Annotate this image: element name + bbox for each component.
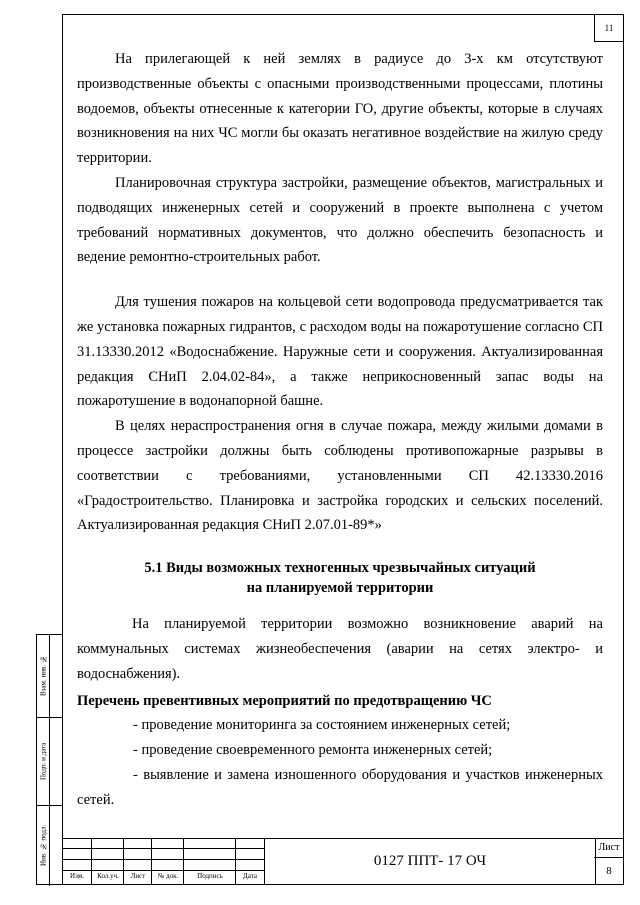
sheet-label: Лист [594, 839, 624, 858]
paragraph-2: Планировочная структура застройки, размещение объектов, магистральных и подводящих инженерных сетей и сооружений в проекте выполнена с учетом требований нормативных документов, что должно обеспечить безопасность и ведение ремонтно-строительных работ. [77, 174, 603, 266]
paragraph-4: В целях нераспространения огня в случае пожара, между жилыми домами в процессе застройки должны быть соблюдены противопожарные разрывы в соответствии с требованиями, установленными СП 42.13330.2016 «Градостроительство. Планировка и застройка городских и сельских поселений. Актуализированная редакция СНиП 2.07.01-89*» [77, 418, 603, 534]
side-table [36, 634, 62, 885]
title-block [62, 838, 624, 885]
top-page-number: 11 [594, 15, 623, 42]
list-item-2: - проведение своевременного ремонта инженерных сетей; [133, 742, 493, 759]
paragraph-3: Для тушения пожаров на кольцевой сети водопровода предусматривается так же установка пожарных гидрантов, с расходом воды на пожаротушение согласно СП 31.13330.2012 «Водоснабжение. Наружные сети и сооружения. Актуализированная редакция СНиП 2.04.02-84», а также неприкосновенный запас воды на пожаротушение в водонапорной башне. [77, 294, 603, 410]
list-item-1: - проведение мониторинга за состоянием инженерных сетей; [133, 717, 511, 734]
list-item-3: - выявление и замена изношенного оборудования и участков инженерных сетей. [77, 766, 603, 808]
section-heading [77, 558, 603, 598]
paragraph-5: На планируемой территории возможно возникновение аварий на коммунальных системах жизнеобеспечения (аварии на сетях электро- и водоснабжения). [77, 616, 603, 682]
list-title: Перечень превентивных мероприятий по предотвращению ЧС [77, 692, 492, 709]
document-body [77, 47, 603, 813]
document-code [264, 839, 596, 884]
document-code-text: 0127 ППТ- 17 ОЧ [373, 853, 487, 869]
sheet-number: 8 [606, 865, 612, 877]
side-label-inventory: Инв. № подл. [39, 824, 48, 866]
stamp-label-kolvo: Кол.уч. [97, 872, 119, 880]
section-heading-line-2: на планируемой территории [246, 580, 434, 597]
stamp-label-doc: № док. [157, 872, 179, 880]
stamp-label-izm: Изм. [70, 872, 84, 880]
section-heading-line-1: 5.1 Виды возможных техногенных чрезвычайных ситуаций [144, 560, 536, 577]
stamp-label-date: Дата [243, 872, 257, 880]
stamp-label-list: Лист [130, 872, 146, 880]
side-label-signature-date: Подп. и дата [39, 742, 48, 780]
paragraph-1: На прилегающей к ней землях в радиусе до 3-х км отсутствуют производственные объекты с опасными производственными процессами, плотины водоемов, объекты отнесенные к категории ГО, другие объекты, которые в случаях возникновения на них ЧС могли бы оказать негативное воздействие на жилую среду территории. [77, 51, 603, 167]
stamp-label-signature: Подпись [197, 872, 223, 880]
side-label-replacement: Взам. инв. № [39, 655, 48, 697]
